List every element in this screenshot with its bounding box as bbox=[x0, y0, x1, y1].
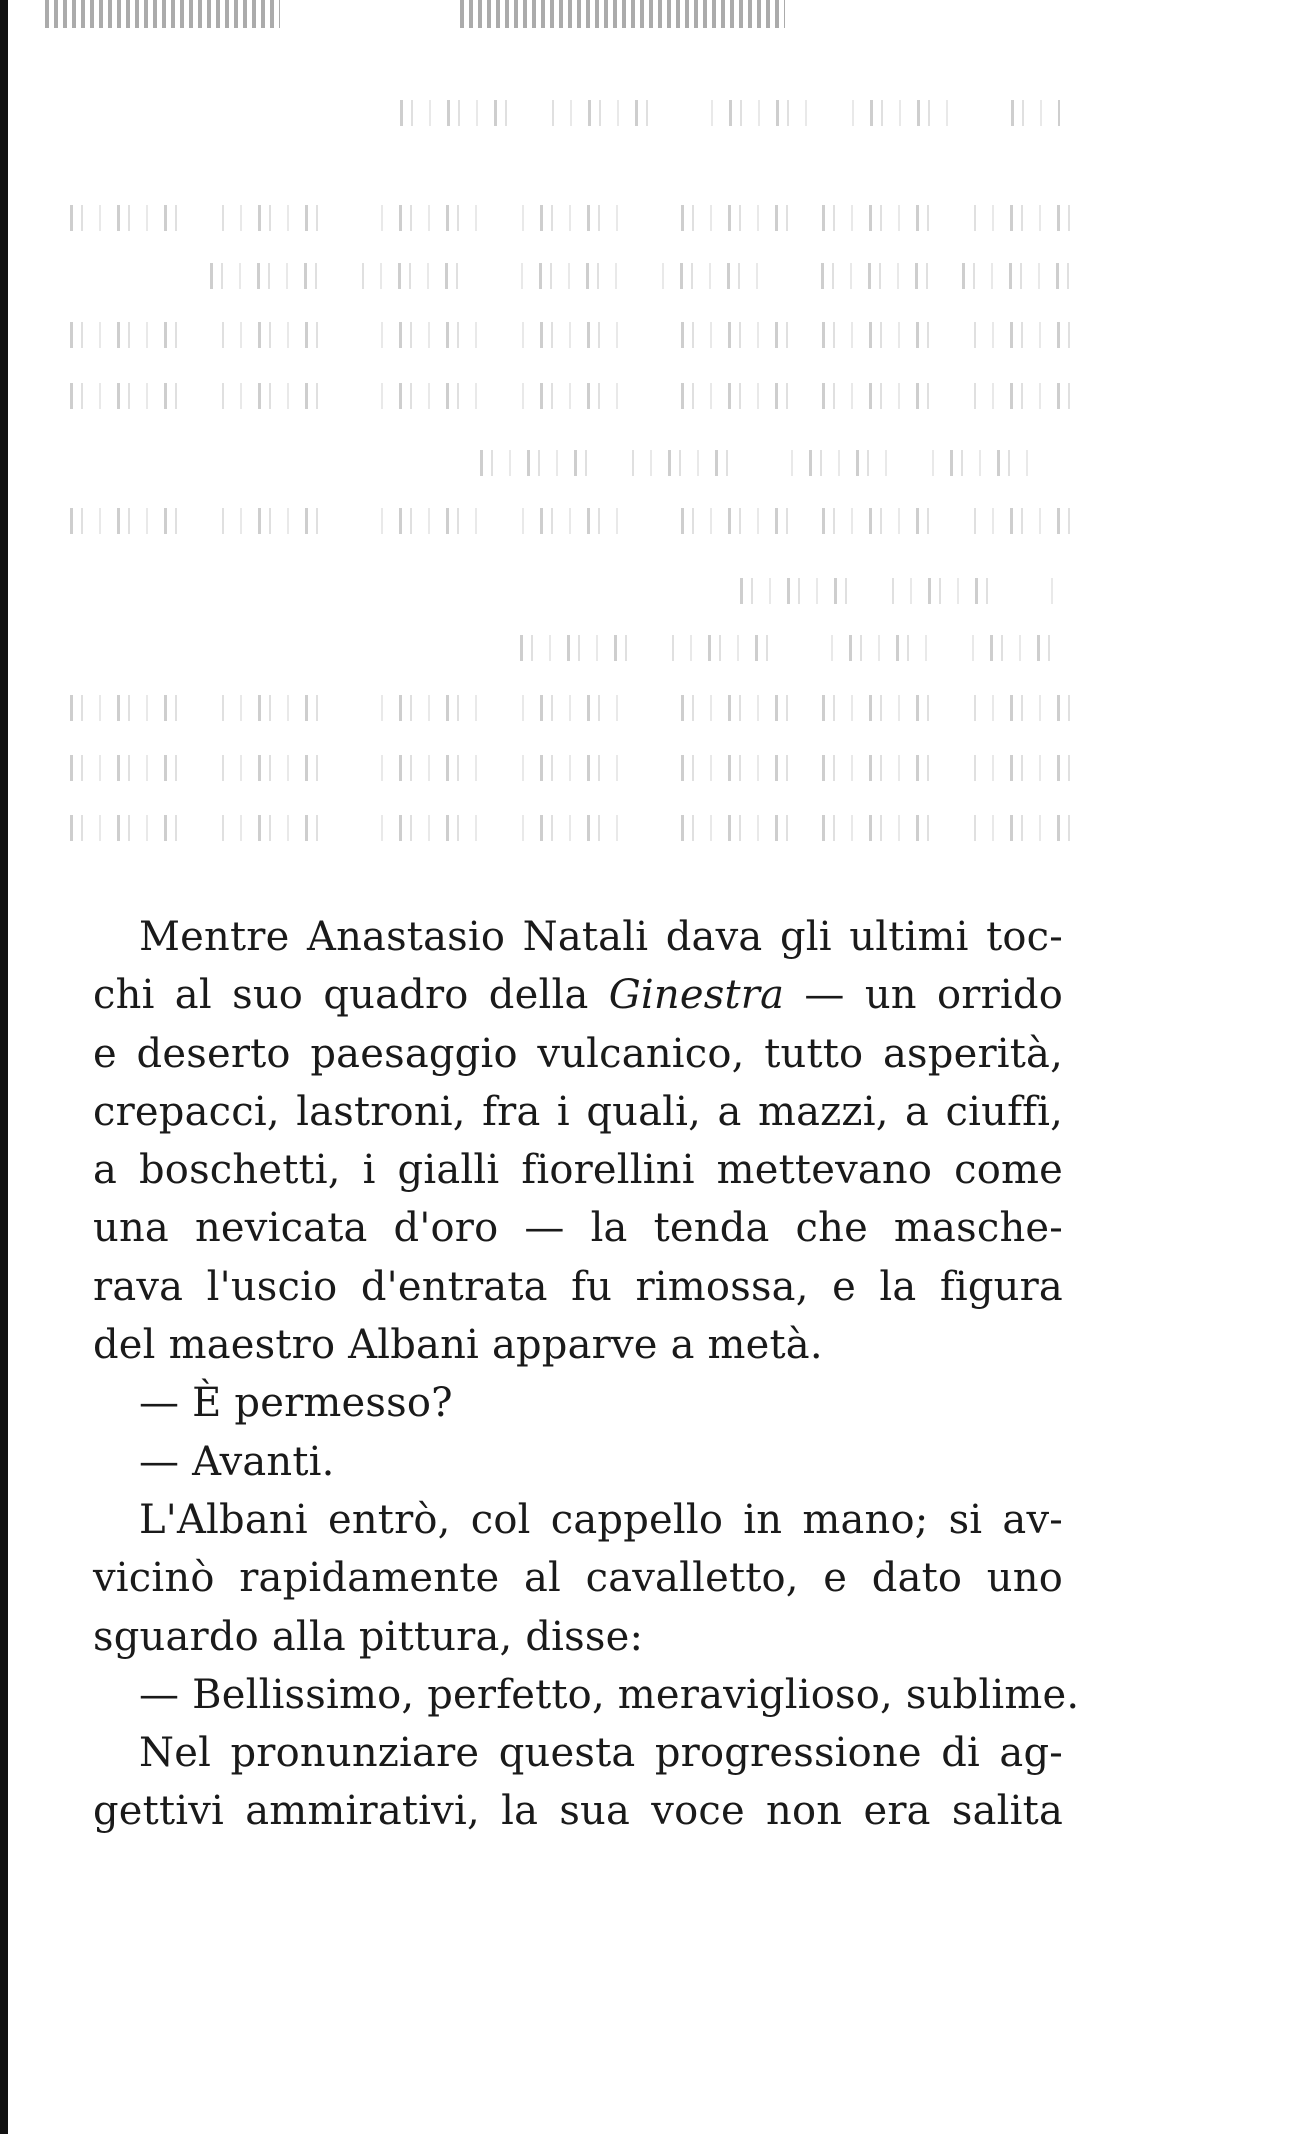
italic-title: Ginestra bbox=[608, 972, 785, 1019]
text-line bbox=[93, 1491, 1063, 1549]
paragraph bbox=[93, 1433, 1063, 1491]
paragraph bbox=[93, 1666, 1080, 1724]
text-line bbox=[93, 1025, 1063, 1083]
dialogue-line bbox=[93, 1433, 1063, 1491]
text-line bbox=[93, 1141, 1063, 1199]
text-segment: del maestro Albani apparve a metà. bbox=[93, 1322, 823, 1369]
bleed-through-line bbox=[70, 815, 1070, 841]
text-line bbox=[93, 908, 1063, 966]
text-line bbox=[93, 1782, 1063, 1840]
text-segment: gettivi ammirativi, la sua voce non era salita bbox=[93, 1788, 1063, 1835]
text-segment: Mentre Anastasio Natali dava gli ultimi toc- bbox=[139, 914, 1063, 960]
bleed-through-line bbox=[740, 578, 1060, 604]
text-line bbox=[93, 1549, 1063, 1607]
text-segment: crepacci, lastroni, fra i quali, a mazzi, a ciuffi, bbox=[93, 1088, 1063, 1135]
binding-edge bbox=[0, 0, 8, 2134]
text-line bbox=[93, 1083, 1063, 1141]
text-segment: vicinò rapidamente al cavalletto, e dato uno bbox=[93, 1555, 1063, 1602]
scan-smudge bbox=[45, 0, 280, 28]
paragraph bbox=[93, 1374, 1063, 1432]
text-segment: rava l'uscio d'entrata fu rimossa, e la figura bbox=[93, 1263, 1063, 1310]
dialogue-line bbox=[93, 1666, 1080, 1724]
bleed-through-line bbox=[400, 100, 1060, 126]
bleed-through-line bbox=[70, 695, 1070, 721]
text-segment: — Avanti. bbox=[139, 1438, 335, 1485]
scan-smudge bbox=[460, 0, 785, 28]
bleed-through-line bbox=[70, 383, 1070, 409]
text-segment: sguardo alla pittura, disse: bbox=[93, 1613, 644, 1660]
text-line bbox=[93, 1199, 1063, 1257]
text-line bbox=[93, 1258, 1063, 1316]
text-segment: chi al suo quadro della bbox=[93, 972, 609, 1019]
body-text bbox=[93, 908, 1080, 1841]
text-segment: — È permesso? bbox=[139, 1380, 453, 1427]
bleed-through-line bbox=[480, 450, 1060, 476]
text-segment: L'Albani entrò, col cappello in mano; si av- bbox=[139, 1496, 1063, 1543]
bleed-through-line bbox=[70, 322, 1070, 348]
text-segment: Nel pronunziare questa progressione di ag- bbox=[139, 1730, 1063, 1777]
paragraph bbox=[93, 1724, 1063, 1841]
paragraph bbox=[93, 1491, 1063, 1666]
bleed-through-line bbox=[210, 263, 1070, 289]
paragraph bbox=[93, 908, 1063, 1374]
bleed-through-line bbox=[70, 755, 1070, 781]
text-line bbox=[93, 1608, 1063, 1666]
text-segment: — Bellissimo, perfetto, meraviglioso, sublime. bbox=[139, 1671, 1080, 1718]
bleed-through-line bbox=[70, 205, 1070, 231]
text-segment: e deserto paesaggio vulcanico, tutto asperità, bbox=[93, 1030, 1063, 1077]
text-line bbox=[93, 1316, 1063, 1374]
dialogue-line bbox=[93, 1374, 1063, 1432]
text-segment: a boschetti, i gialli fiorellini mettevano come bbox=[93, 1147, 1063, 1194]
text-line bbox=[93, 966, 1063, 1024]
bleed-through-line bbox=[520, 635, 1060, 661]
text-line bbox=[93, 1724, 1063, 1782]
text-segment: una nevicata d'oro — la tenda che masche- bbox=[93, 1205, 1063, 1252]
text-segment: — un orrido bbox=[784, 972, 1064, 1019]
bleed-through-line bbox=[70, 508, 1070, 534]
